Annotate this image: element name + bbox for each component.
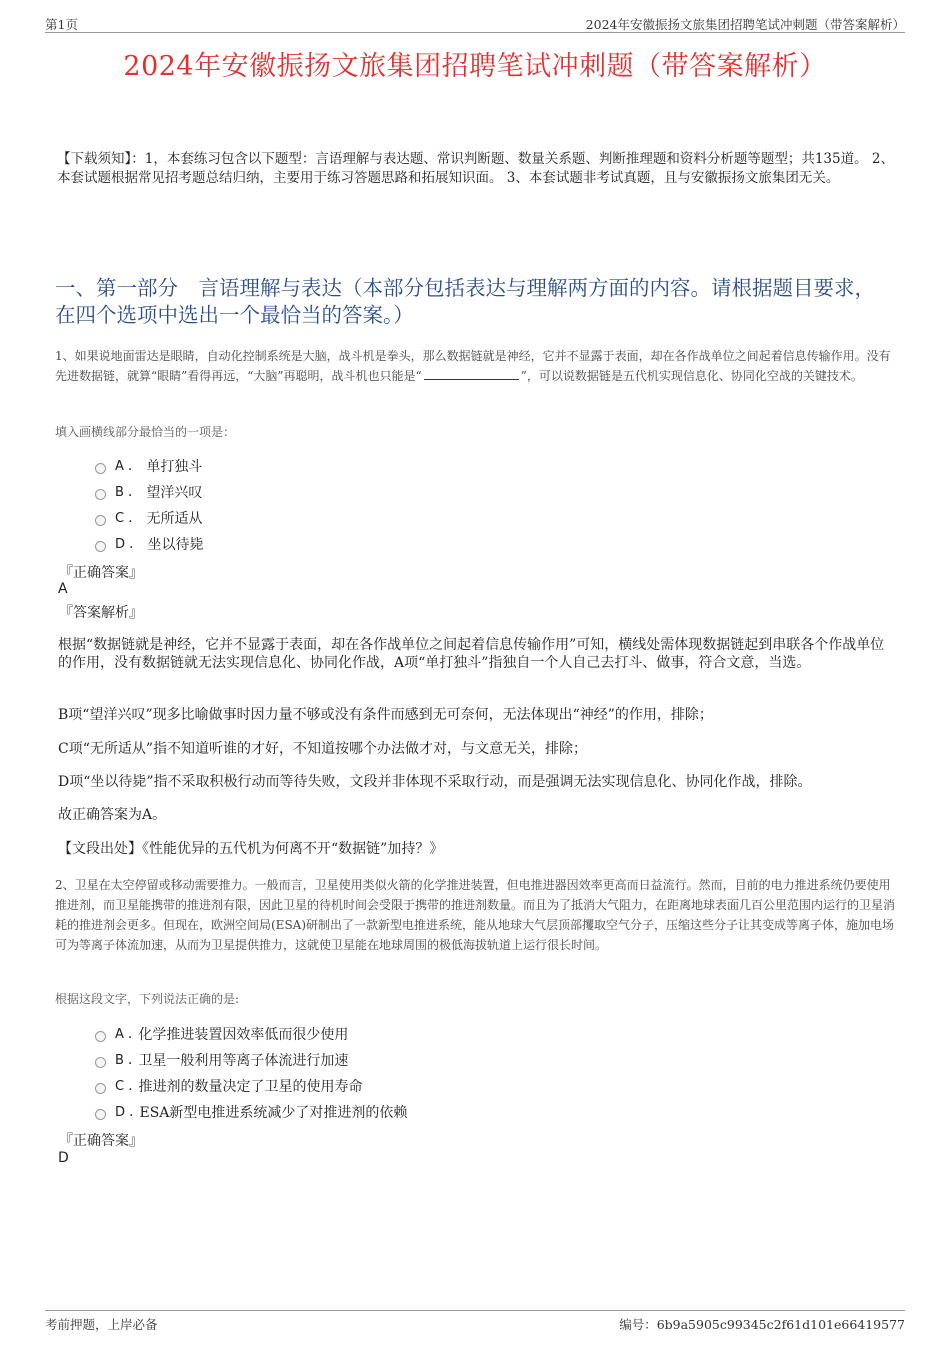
radio-icon[interactable]	[95, 489, 106, 500]
option-letter: B	[115, 484, 124, 500]
radio-icon[interactable]	[95, 541, 106, 552]
option-text: 单打独斗	[146, 459, 203, 475]
option-text: 卫星一般利用等离子体流进行加速	[138, 1053, 349, 1069]
option-d[interactable]: D . 坐以待毙	[95, 531, 203, 557]
option-letter: C	[115, 1078, 125, 1094]
page-header	[45, 12, 905, 33]
radio-icon[interactable]	[95, 515, 106, 526]
question-1-text-after: ”，可以说数据链是五代机实现信息化、协同化空战的关键技术。	[520, 369, 863, 383]
text-source: 【文段出处】《性能优异的五代机为何离不开“数据链”加持？》	[58, 841, 444, 857]
option-b[interactable]: B . 望洋兴叹	[95, 479, 203, 505]
option-text: 无所适从	[146, 511, 203, 527]
analysis-conclusion: 故正确答案为A。	[58, 807, 167, 823]
option-text: 推进剂的数量决定了卫星的使用寿命	[138, 1079, 363, 1095]
option-letter: A	[115, 1026, 124, 1042]
option-letter: D	[115, 536, 126, 552]
question-2-text: 2、卫星在太空停留或移动需要推力。一般而言，卫星使用类似火箭的化学推进装置，但电推进器因效率更高而日益流行。然而，目前的电力推进系统仍要使用推进剂，而卫星能携带的推进剂有限，因此卫星的待机时间会受限于携带的推进剂数量。而且为了抵消大气阻力，在距离地球表面几百公里范围内运行的卫星消耗的推进剂会更多。但现在，欧洲空间局(ESA)研制出了一款新型电推进系统，能从地球大气层顶部攫取空气分子，压缩这些分子让其变成等离子体，施加电场可为等离子体流加速，从而为卫星提供推力，这就使卫星能在地球周围的极低海拔轨道上运行很长时间。	[55, 878, 896, 952]
question-1-options	[95, 453, 203, 557]
radio-icon[interactable]	[95, 463, 106, 474]
page-footer	[45, 1310, 905, 1335]
option-a[interactable]: A . 化学推进装置因效率低而很少使用	[95, 1021, 407, 1047]
option-text: ESA新型电推进系统减少了对推进剂的依赖	[139, 1105, 408, 1121]
option-text: 坐以待毙	[147, 537, 204, 553]
answer-label: 『正确答案』	[59, 1133, 143, 1149]
section-heading: 一、第一部分 言语理解与表达（本部分包括表达与理解两方面的内容。请根据题目要求，在四个选项中选出一个最恰当的答案。）	[55, 276, 875, 327]
analysis-label: 『答案解析』	[59, 605, 143, 621]
analysis-paragraph: B项“望洋兴叹”现多比喻做事时因力量不够或没有条件而感到无可奈何，无法体现出“神经”的作用，排除；	[58, 707, 713, 723]
document-title: 2024年安徽振扬文旅集团招聘笔试冲刺题（带答案解析）	[123, 51, 827, 82]
option-letter: A	[115, 458, 124, 474]
correct-answer: D	[58, 1150, 69, 1166]
option-letter: D	[115, 1104, 126, 1120]
option-text: 化学推进装置因效率低而很少使用	[138, 1027, 349, 1043]
question-1-prompt: 填入画横线部分最恰当的一项是：	[55, 425, 236, 439]
radio-icon[interactable]	[95, 1083, 106, 1094]
question-1-text-before: 1、如果说地面雷达是眼睛，自动化控制系统是大脑，战斗机是拳头，那么数据链就是神经，它并不显露于表面，却在各作战单位之间起着信息传输作用。没有先进数据链，就算“眼睛”看得再远，“大脑”再聪明，战斗机也只能是“	[55, 349, 891, 383]
answer-label: 『正确答案』	[59, 565, 143, 581]
header-doc-title: 2024年安徽振扬文旅集团招聘笔试冲刺题（带答案解析）	[585, 17, 905, 32]
option-a[interactable]: A . 单打独斗	[95, 453, 203, 479]
option-c[interactable]: C . 推进剂的数量决定了卫星的使用寿命	[95, 1073, 407, 1099]
option-letter: C	[115, 510, 125, 526]
page-number: 第1页	[45, 17, 78, 32]
option-letter: B	[115, 1052, 124, 1068]
document-code: 编号：6b9a5905c99345c2f61d101e66419577	[619, 1317, 905, 1332]
correct-answer: A	[58, 581, 68, 597]
answer-blank	[424, 368, 519, 380]
option-c[interactable]: C . 无所适从	[95, 505, 203, 531]
question-1-text	[55, 346, 902, 386]
download-notice: 【下载须知】：1，本套练习包含以下题型：言语理解与表达题、常识判断题、数量关系题、判断推理题和资料分析题等题型；共135道。 2、本套试题根据常见招考题总结归纳，主要用于练习答题思路和拓展知识面。 3、本套试题非考试真题，且与安徽振扬文旅集团无关。	[57, 151, 894, 186]
option-text: 望洋兴叹	[146, 485, 203, 501]
radio-icon[interactable]	[95, 1031, 106, 1042]
radio-icon[interactable]	[95, 1109, 106, 1120]
analysis-paragraph: 根据“数据链就是神经，它并不显露于表面，却在各作战单位之间起着信息传输作用”可知，横线处需体现数据链起到串联各个作战单位的作用，没有数据链就无法实现信息化、协同化作战，A项“单打独斗”指独自一个人自己去打斗、做事，符合文意，当选。	[58, 637, 885, 671]
footer-slogan: 考前押题，上岸必备	[45, 1317, 158, 1332]
option-b[interactable]: B . 卫星一般利用等离子体流进行加速	[95, 1047, 407, 1073]
radio-icon[interactable]	[95, 1057, 106, 1068]
analysis-paragraph: D项“坐以待毙”指不采取积极行动而等待失败，文段并非体现不采取行动，而是强调无法实现信息化、协同化作战，排除。	[58, 774, 812, 790]
question-2-prompt: 根据这段文字，下列说法正确的是:	[55, 992, 240, 1006]
analysis-paragraph: C项“无所适从”指不知道听谁的才好，不知道按哪个办法做才对，与文意无关，排除；	[58, 741, 588, 757]
question-2-options	[95, 1021, 407, 1125]
option-d[interactable]: D . ESA新型电推进系统减少了对推进剂的依赖	[95, 1099, 407, 1125]
